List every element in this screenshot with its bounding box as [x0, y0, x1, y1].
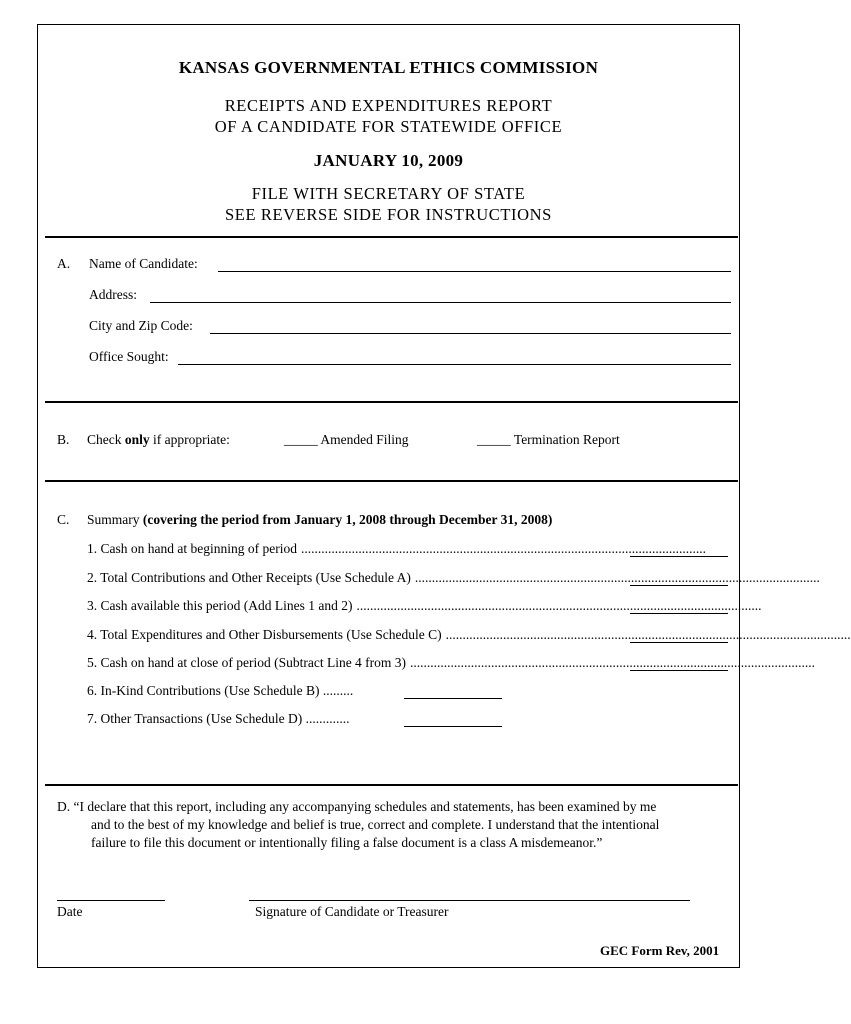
dot-leader: ........................................................................................................................ — [414, 569, 820, 585]
inkind-contributions-label: 6. In-Kind Contributions (Use Schedule B) ......... — [87, 683, 354, 698]
dot-leader: ........................................................................................................................ — [300, 541, 706, 556]
city-zip-field[interactable] — [210, 333, 731, 334]
section-divider-d — [45, 784, 738, 786]
summary-line-4-amount-field[interactable] — [630, 642, 728, 643]
termination-report-label: Termination Report — [513, 432, 620, 447]
candidate-name-field[interactable] — [218, 271, 731, 272]
date-label: Date — [57, 904, 83, 919]
report-date: JANUARY 10, 2009 — [313, 151, 464, 170]
summary-line-label: 4. Total Expenditures and Other Disbursements (Use Schedule C) — [87, 626, 442, 642]
other-transactions-label: 7. Other Transactions (Use Schedule D) ............. — [87, 711, 350, 726]
report-title-line2: OF A CANDIDATE FOR STATEWIDE OFFICE — [214, 117, 563, 136]
summary-label: Summary — [87, 512, 143, 527]
section-divider-b — [45, 401, 738, 403]
summary-line-label: 1. Cash on hand at beginning of period — [87, 541, 297, 556]
check-prefix: Check — [87, 432, 125, 447]
dot-leader: ........................................................................................................................ — [356, 598, 762, 613]
report-title-line1: RECEIPTS AND EXPENDITURES REPORT — [224, 96, 553, 115]
termination-report-option[interactable] — [477, 432, 620, 448]
declaration-line2: and to the best of my knowledge and belief is true, correct and complete. I understand that the intentional — [91, 817, 660, 832]
summary-line-5-amount-field[interactable] — [630, 670, 728, 671]
summary-line-2 — [87, 569, 820, 586]
declaration-line3: failure to file this document or intentionally filing a false document is a class A misdemeanor.” — [91, 835, 603, 850]
inkind-contributions-field[interactable] — [404, 698, 502, 699]
dot-leader: ........................................................................................................................ — [445, 626, 851, 642]
summary-line-5 — [87, 655, 816, 671]
summary-line-1-amount-field[interactable] — [630, 556, 728, 557]
summary-line-label: 2. Total Contributions and Other Receipts (Use Schedule A) — [87, 569, 411, 585]
section-a-letter: A. — [57, 256, 71, 271]
signature-field[interactable] — [249, 900, 690, 901]
summary-line-3-amount-field[interactable] — [630, 613, 728, 614]
summary-line-label: 5. Cash on hand at close of period (Subtract Line 4 from 3) — [87, 655, 407, 670]
file-instruction-line2: SEE REVERSE SIDE FOR INSTRUCTIONS — [225, 205, 552, 224]
city-zip-label: City and Zip Code: — [89, 318, 193, 333]
summary-period: (covering the period from January 1, 2008 through December 31, 2008) — [142, 512, 553, 527]
summary-line-2-amount-field[interactable] — [630, 585, 728, 586]
signature-label: Signature of Candidate or Treasurer — [255, 904, 449, 919]
section-divider-c — [45, 480, 738, 482]
section-c-letter: C. — [57, 512, 70, 527]
termination-blank[interactable]: _____ — [477, 432, 511, 447]
candidate-name-label: Name of Candidate: — [89, 256, 198, 271]
dot-leader: ........................................................................................................................ — [410, 655, 816, 670]
office-sought-label: Office Sought: — [89, 349, 169, 364]
amended-blank[interactable]: _____ — [284, 432, 318, 447]
address-field[interactable] — [150, 302, 731, 303]
amended-filing-option[interactable] — [284, 432, 409, 448]
office-sought-field[interactable] — [178, 364, 731, 365]
file-instruction-line1: FILE WITH SECRETARY OF STATE — [251, 184, 526, 203]
summary-line-4 — [87, 626, 851, 643]
date-field[interactable] — [57, 900, 165, 901]
check-instruction — [87, 432, 230, 448]
summary-heading — [87, 512, 552, 528]
section-b-letter: B. — [57, 432, 70, 447]
form-revision: GEC Form Rev, 2001 — [600, 943, 720, 958]
check-only-bold: only — [124, 432, 150, 447]
commission-title: KANSAS GOVERNMENTAL ETHICS COMMISSION — [178, 58, 599, 77]
summary-line-3 — [87, 598, 762, 614]
amended-filing-label: Amended Filing — [320, 432, 409, 447]
address-label: Address: — [89, 287, 137, 302]
summary-line-1 — [87, 541, 706, 557]
summary-line-label: 3. Cash available this period (Add Lines 1 and 2) — [87, 598, 353, 613]
section-divider-a — [45, 236, 738, 238]
other-transactions-field[interactable] — [404, 726, 502, 727]
declaration-line1: D. “I declare that this report, including any accompanying schedules and statements, has been examined by me — [57, 799, 657, 814]
check-suffix: if appropriate: — [149, 432, 230, 447]
